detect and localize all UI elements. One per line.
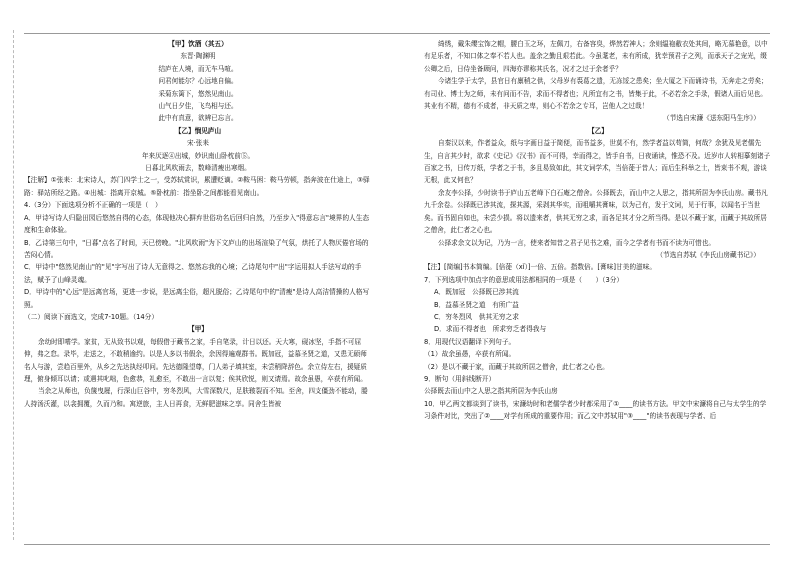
poem-notes: 【注解】①张耒：北宋诗人，苏门四学士之一，受苏轼赏识，累遭贬谪。②鞍马困：鞍马劳顿，指奔波在仕途上，③驿路：驿站所经之路。④出城：指离开京城。⑤卧枕前：指坐卧之间都能看见南山。	[24, 176, 370, 197]
passage-paragraph: 余友李公择，少时读书于庐山五老峰下白石庵之僧舍。公择既去，而山中之人思之，指其所居为李氏山房。藏书凡九千余卷。公择既已涉其流，探其源，采剥其华实，而咀嚼其膏味，以为己有，发于文词，见于行事，以闻名于当世矣。而书固自如也，未尝少损。将以遗来者，供其无穷之求，而各足其才分之所当得。是以不藏于家，而藏于其故所居之僧舍，此仁者之心也。	[424, 188, 768, 235]
passage-paragraph: 自秦汉以来，作者益众，纸与字画日益于简便，而书益多，世莫不有，然学者益以苟简，何哉？余犹及见老儒先生，自言其少时，欲求《史记》《汉书》而不可得，幸而得之，皆手自书，日夜诵读，惟恐不及。近岁市人转相摹刻诸子百家之书，日传万纸，学者之于书，多且易致如此，其文词学术，当倍蓰于昔人；而后生科举之士，皆束书不观，游谈无根，此又何也？	[424, 139, 771, 185]
passage-paragraph: 绮绣，戴朱缨宝饰之帽，腰白玉之环，左佩刀，右备容臭，烨然若神人；余则缊袍敝衣处其间，略无慕艳意，以中有足乐者，不知口体之奉不若人也。盖余之勤且艰若此。今虽耄老，未有所成，犹幸预君子之列，而承天子之宠光，缀公卿之后，日侍坐备顾问，四海亦谬称其氏名，况才之过于余者乎？	[424, 40, 768, 73]
option-d: D．求而不得者也 所求穷乏者得我与	[434, 325, 547, 334]
bottom-rule	[24, 544, 770, 545]
binding-line	[13, 30, 14, 540]
passage-paragraph: 当余之从师也，负箧曳屣，行深山巨谷中，穷冬烈风，大雪深数尺，足肤皲裂而不知。至舍，四支僵劲不能动，媵人持汤沃灌，以衾拥覆，久而乃和。寓逆旅，主人日再食，无鲜肥滋味之享。同舍生皆被	[24, 387, 368, 408]
passage-notes: 【注】[简编]书本简编。[倍蓰（xǐ）]一倍、五倍。指数倍。[膏味]甘美的滋味。	[424, 263, 657, 272]
option-a: A．既加冠 公择既已涉其流	[434, 288, 519, 297]
question-4: 4.（3分）下面选项分析不正确的一项是（ ）	[24, 201, 162, 210]
left-column	[24, 38, 372, 410]
poem-yi-title: 【乙】悯见庐山	[174, 126, 222, 135]
poem-line: 问君何能尔？心远地自偏。	[158, 77, 238, 86]
option-b: B．乙诗第三句中，"日暮"点名了时间，天已傍晚。"北风吹雨"为下文庐山的出场渲染了气氛，烘托了人物厌倦官场的苦闷心情。	[24, 238, 369, 259]
option-b: B．益慕圣贤之道 有所广益	[434, 300, 519, 309]
option-c: C．甲诗中"悠然见南山"的"见"字写出了诗人无意得之、悠然忘我的心境；乙诗尾句中"出"字运用拟人手法写动的手法，赋予了山峰灵魂。	[24, 263, 362, 284]
question-8-item: （2）是以不藏于家，而藏于其故所居之僧舍，此仁者之心也。	[424, 362, 609, 371]
passage-yi-label: 【乙】	[588, 126, 608, 135]
option-c: C．穷冬烈风 供其无穷之求	[434, 312, 519, 321]
section-heading: （二）阅读下面选文，完成7-10题。（14分）	[24, 312, 159, 321]
poem-line: 采菊东篱下，悠然见南山。	[158, 89, 238, 98]
passage-source: （节选自宋濂《送东阳马生序》）	[663, 114, 760, 123]
passage-paragraph: 公择求余文以为记，乃为一言，使来者知昔之君子见书之难，而今之学者有书而不读为可惜也。	[438, 238, 715, 247]
question-7: 7．下列选项中加点字的意思或用法都相同的一项是（ ）（3分）	[424, 275, 624, 284]
passage-jia-label: 【甲】	[188, 325, 208, 334]
passage-paragraph: 余幼时即嗜学。家贫，无从致书以观，每假借于藏书之家，手自笔录，计日以还。天大寒，砚冰坚，手指不可屈伸，弗之怠。录毕，走送之，不敢稍逾约。以是人多以书假余，余因得遍观群书。既加冠，益慕圣贤之道，又患无硕师名人与游，尝趋百里外，从乡之先达执经叩问。先达德隆望尊，门人弟子填其室，未尝稍降辞色。余立侍左右，援疑质理，俯身倾耳以请；或遇其叱咄，色愈恭，礼愈至，不敢出一言以复；俟其欣悦，则又请焉。故余虽愚，卒获有所闻。	[24, 337, 367, 383]
question-8: 8．用现代汉语翻译下列句子。	[424, 337, 516, 346]
top-rule	[24, 33, 770, 34]
poem-jia-author: 东晋·陶渊明	[180, 52, 216, 61]
poem-line: 日暮北风吹雨去，数峰清瘦出寒烟。	[145, 164, 251, 173]
poem-line: 此中有真意，欲辨已忘言。	[158, 114, 238, 123]
poem-yi-author: 宋·张耒	[187, 139, 209, 148]
question-9: 9．断句（用斜线断开）	[424, 374, 496, 383]
question-8-item: （1）故余虽愚，卒获有所闻。	[424, 350, 516, 359]
passage-paragraph: 今诸生学于太学，县官日有廪稍之供，父母岁有裘葛之遗，无冻馁之患矣；坐大厦之下而诵诗书，无奔走之劳矣；有司业、博士为之师，未有问而不告，求而不得者也；凡所宜有之书，皆集于此，不必若余之手录，假诸人而后见也。其业有不精，德有不成者，非天质之卑，则心不若余之专耳，岂他人之过哉！	[424, 77, 768, 111]
option-d: D．甲诗中的"心远"是远离官场，更进一步说，是远离尘俗，超凡脱俗；乙诗尾句中的"清瘦"是诗人高洁情操的人格写照。	[24, 288, 370, 309]
poem-jia-title: 【甲】饮酒（其五）	[168, 40, 228, 48]
binding-margin	[6, 0, 16, 562]
poem-line: 结庐在人境，而无车马喧。	[158, 64, 238, 73]
passage-source: （节选自苏轼《李氏山房藏书记》）	[656, 250, 760, 259]
right-column	[424, 38, 772, 423]
option-a: A．甲诗写诗人归隐田园后悠然自得的心态，体现他决心摒弃世俗功名后回归自然，乃至步入"得意忘言"境界的人生态度和生命体验。	[24, 213, 370, 235]
poem-line: 山气日夕佳，飞鸟相与还。	[158, 102, 238, 111]
question-9-text: 公择既去而山中之人思之指其所居为李氏山房	[424, 387, 558, 396]
poem-line: 年来厌逐④出城，妙识南山卧枕前⑤。	[141, 151, 255, 160]
question-10: 10．甲乙两文都谈到了读书，宋濂幼时和老儒学者少时都采用了①____的读书方法。甲文中宋濂将自己与太学生的学习条件对比，突出了②____对学有所成的重要作用；而乙文中苏轼用"③____"的读书表现与学者、后	[424, 399, 767, 421]
